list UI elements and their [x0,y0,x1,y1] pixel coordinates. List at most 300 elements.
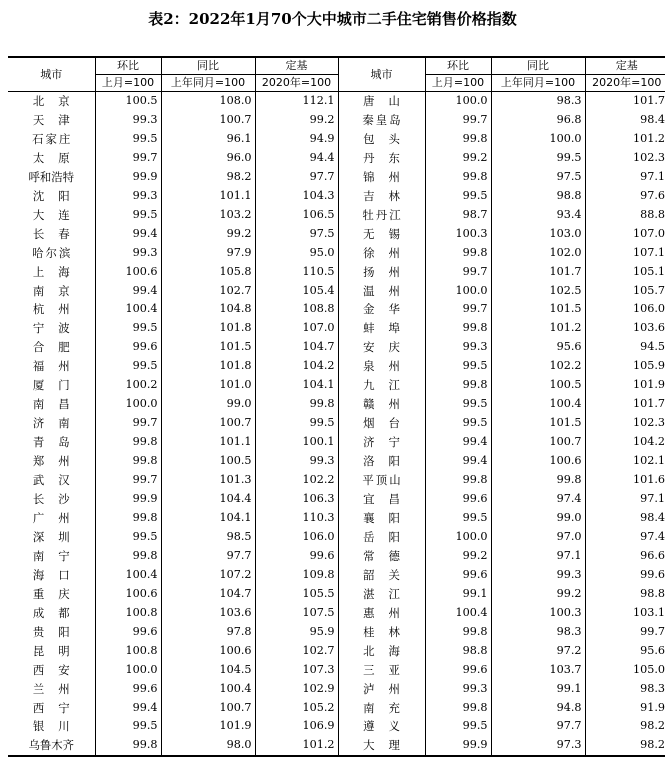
table-row [8,376,665,395]
right-yoy-cell: 99.8 [491,471,585,490]
right-mom-cell: 100.3 [425,225,491,244]
left-yoy-cell: 101.8 [161,357,255,376]
left-mom-cell: 99.3 [95,187,161,206]
left-yoy-cell: 104.8 [161,300,255,319]
right-fixed-cell: 102.1 [632,454,665,468]
left-mom-cell: 100.8 [95,604,161,623]
header-fixed-base-right: 2020年=100 [585,75,665,92]
right-city-cell: 湛江 [338,585,425,604]
right-fixed-cell: 101.7 [632,94,665,107]
right-yoy-cell: 99.3 [491,566,585,585]
left-fixed-cell: 100.1 [255,433,338,452]
header-mom-right: 环比 [425,57,491,75]
left-fixed-cell: 95.0 [255,244,338,263]
table-body [8,92,665,757]
left-mom-cell: 99.8 [95,547,161,566]
header-mom-base-left: 上月=100 [95,75,161,92]
left-fixed-cell: 104.1 [255,376,338,395]
left-yoy-cell: 100.6 [161,642,255,661]
right-fixed-cell: 98.4 [640,510,665,524]
right-fixed-cell: 98.3 [640,681,665,695]
right-city-cell: 锦州 [338,168,425,187]
table-row [8,604,665,623]
right-city-cell: 大理 [338,736,425,756]
right-yoy-cell: 97.5 [491,168,585,187]
table-row [8,736,665,756]
table-row [8,300,665,319]
right-mom-cell: 99.5 [425,395,491,414]
table-row [8,206,665,225]
right-mom-cell: 99.7 [425,300,491,319]
left-city-cell: 长沙 [8,490,95,509]
left-city-cell: 昆明 [8,642,95,661]
left-mom-cell: 100.6 [95,585,161,604]
right-mom-cell: 99.8 [425,376,491,395]
right-yoy-cell: 98.3 [491,92,585,111]
right-fixed-cell: 94.5 [640,340,665,354]
table-row [8,680,665,699]
left-yoy-cell: 98.5 [161,528,255,547]
right-yoy-cell: 102.0 [491,244,585,263]
right-yoy-cell: 99.5 [491,149,585,168]
left-fixed-cell: 99.6 [255,547,338,566]
left-city-cell: 合肥 [8,338,95,357]
left-city-cell: 太原 [8,149,95,168]
table-row [8,111,665,130]
left-mom-cell: 99.7 [95,149,161,168]
left-yoy-cell: 101.1 [161,187,255,206]
table-row [8,225,665,244]
right-yoy-cell: 100.3 [491,604,585,623]
right-yoy-cell: 100.0 [491,130,585,149]
left-fixed-cell: 106.0 [255,528,338,547]
left-yoy-cell: 101.9 [161,717,255,736]
right-fixed-cell: 106.0 [632,302,665,316]
left-city-cell: 兰州 [8,680,95,699]
left-city-cell: 沈阳 [8,187,95,206]
right-yoy-cell: 95.6 [491,338,585,357]
right-yoy-cell: 101.7 [491,263,585,282]
left-fixed-cell: 106.5 [255,206,338,225]
right-mom-cell: 98.7 [425,206,491,225]
left-city-cell: 重庆 [8,585,95,604]
right-yoy-cell: 102.2 [491,357,585,376]
left-yoy-cell: 101.8 [161,319,255,338]
right-mom-cell: 99.3 [425,338,491,357]
right-city-cell: 烟台 [338,414,425,433]
right-city-cell: 金华 [338,300,425,319]
left-mom-cell: 99.8 [95,736,161,756]
left-city-cell: 深圳 [8,528,95,547]
right-mom-cell: 99.7 [425,111,491,130]
table-row [8,395,665,414]
right-mom-cell: 99.8 [425,168,491,187]
right-city-cell: 济宁 [338,433,425,452]
right-mom-cell: 99.7 [425,263,491,282]
left-yoy-cell: 98.2 [161,168,255,187]
right-city-cell: 泉州 [338,357,425,376]
right-fixed-cell: 105.9 [632,359,665,373]
left-fixed-cell: 112.1 [255,92,338,111]
left-fixed-cell: 99.5 [255,414,338,433]
right-mom-cell: 100.4 [425,604,491,623]
left-fixed-cell: 107.3 [255,661,338,680]
left-fixed-cell: 95.9 [255,623,338,642]
left-yoy-cell: 104.5 [161,661,255,680]
right-yoy-cell: 99.1 [491,680,585,699]
right-yoy-cell: 98.3 [491,623,585,642]
left-city-cell: 呼和浩特 [8,168,95,187]
table-row [8,642,665,661]
header-city-left: 城市 [8,57,95,92]
left-city-cell: 贵阳 [8,623,95,642]
left-city-cell: 天津 [8,111,95,130]
right-yoy-cell: 101.5 [491,300,585,319]
left-yoy-cell: 98.0 [161,736,255,756]
left-city-cell: 上海 [8,263,95,282]
left-fixed-cell: 110.5 [255,263,338,282]
right-fixed-cell: 98.8 [640,586,665,600]
table-row [8,490,665,509]
right-fixed-cell: 101.9 [632,378,665,392]
right-city-cell: 南充 [338,699,425,718]
left-yoy-cell: 100.7 [161,699,255,718]
right-mom-cell: 99.2 [425,547,491,566]
right-city-cell: 三亚 [338,661,425,680]
left-city-cell: 银川 [8,717,95,736]
left-city-cell: 厦门 [8,376,95,395]
right-mom-cell: 99.5 [425,187,491,206]
header-mom-base-right: 上月=100 [425,75,491,92]
left-city-cell: 南昌 [8,395,95,414]
right-mom-cell: 99.5 [425,509,491,528]
right-fixed-cell: 103.6 [632,321,665,335]
table-row [8,623,665,642]
left-yoy-cell: 100.7 [161,414,255,433]
right-yoy-cell: 103.7 [491,661,585,680]
right-yoy-cell: 97.1 [491,547,585,566]
right-city-cell: 无锡 [338,225,425,244]
left-city-cell: 宁波 [8,319,95,338]
right-city-cell: 唐山 [338,92,425,111]
left-fixed-cell: 104.7 [255,338,338,357]
right-city-cell: 韶关 [338,566,425,585]
left-yoy-cell: 97.7 [161,547,255,566]
right-yoy-cell: 97.3 [491,736,585,756]
header-city-right: 城市 [338,57,425,92]
right-mom-cell: 99.8 [425,244,491,263]
left-mom-cell: 99.6 [95,623,161,642]
right-mom-cell: 99.8 [425,130,491,149]
right-city-cell: 秦皇岛 [338,111,425,130]
right-yoy-cell: 98.8 [491,187,585,206]
right-yoy-cell: 94.8 [491,699,585,718]
right-city-cell: 吉林 [338,187,425,206]
left-fixed-cell: 110.3 [255,509,338,528]
left-mom-cell: 100.2 [95,376,161,395]
table-row [8,433,665,452]
left-fixed-cell: 106.3 [255,490,338,509]
header-fixed-left: 定基 [255,57,338,75]
left-city-cell: 南宁 [8,547,95,566]
right-fixed-cell: 101.6 [632,473,665,487]
right-city-cell: 蚌埠 [338,319,425,338]
left-yoy-cell: 99.0 [161,395,255,414]
left-fixed-cell: 106.9 [255,717,338,736]
left-yoy-cell: 104.7 [161,585,255,604]
right-mom-cell: 99.9 [425,736,491,756]
right-city-cell: 襄阳 [338,509,425,528]
left-fixed-cell: 97.5 [255,225,338,244]
left-yoy-cell: 107.2 [161,566,255,585]
left-mom-cell: 99.5 [95,528,161,547]
left-fixed-cell: 94.9 [255,130,338,149]
left-mom-cell: 99.5 [95,357,161,376]
right-fixed-cell: 97.6 [640,188,665,202]
left-city-cell: 西宁 [8,699,95,718]
right-city-cell: 岳阳 [338,528,425,547]
right-fixed-cell: 105.1 [632,264,665,278]
right-city-cell: 惠州 [338,604,425,623]
left-yoy-cell: 97.8 [161,623,255,642]
right-mom-cell: 99.5 [425,357,491,376]
left-mom-cell: 99.5 [95,717,161,736]
left-yoy-cell: 101.5 [161,338,255,357]
right-mom-cell: 100.0 [425,282,491,301]
right-yoy-cell: 99.2 [491,585,585,604]
left-city-cell: 武汉 [8,471,95,490]
right-city-cell: 平顶山 [338,471,425,490]
right-fixed-cell: 97.4 [640,529,665,543]
table-row [8,585,665,604]
right-fixed-cell: 102.3 [632,416,665,430]
left-mom-cell: 100.5 [95,92,161,111]
left-fixed-cell: 102.9 [255,680,338,699]
right-city-cell: 丹东 [338,149,425,168]
table-row [8,452,665,471]
right-city-cell: 赣州 [338,395,425,414]
table-row [8,414,665,433]
table-row [8,168,665,187]
right-fixed-cell: 105.0 [632,662,665,676]
right-fixed-cell: 105.7 [632,283,665,297]
left-mom-cell: 99.6 [95,338,161,357]
left-yoy-cell: 99.2 [161,225,255,244]
right-yoy-cell: 100.7 [491,433,585,452]
right-mom-cell: 100.0 [425,528,491,547]
right-yoy-cell: 102.5 [491,282,585,301]
right-fixed-cell: 101.7 [632,397,665,411]
header-fixed-right: 定基 [585,57,665,75]
right-fixed-cell: 107.1 [632,245,665,259]
right-fixed-cell: 102.3 [632,150,665,164]
table-row [8,357,665,376]
left-fixed-cell: 105.4 [255,282,338,301]
right-mom-cell: 99.6 [425,566,491,585]
right-city-cell: 九江 [338,376,425,395]
right-mom-cell: 99.8 [425,471,491,490]
table-row [8,187,665,206]
left-mom-cell: 99.7 [95,414,161,433]
right-mom-cell: 99.2 [425,149,491,168]
left-yoy-cell: 96.1 [161,130,255,149]
header-yoy-left: 同比 [161,57,255,75]
table-row [8,319,665,338]
left-fixed-cell: 102.7 [255,642,338,661]
header-yoy-base-left: 上年同月=100 [161,75,255,92]
left-city-cell: 哈尔滨 [8,244,95,263]
left-mom-cell: 99.4 [95,225,161,244]
left-mom-cell: 100.6 [95,263,161,282]
left-fixed-cell: 109.8 [255,566,338,585]
right-yoy-cell: 97.2 [491,642,585,661]
right-yoy-cell: 99.0 [491,509,585,528]
left-mom-cell: 99.5 [95,206,161,225]
left-city-cell: 大连 [8,206,95,225]
right-fixed-cell: 101.2 [632,131,665,145]
table-row [8,528,665,547]
right-fixed-cell: 95.6 [640,643,665,657]
left-mom-cell: 99.4 [95,282,161,301]
left-mom-cell: 100.0 [95,661,161,680]
right-mom-cell: 99.5 [425,414,491,433]
left-mom-cell: 100.4 [95,300,161,319]
left-mom-cell: 99.6 [95,680,161,699]
right-fixed-cell: 98.2 [640,719,665,733]
header-yoy-right: 同比 [491,57,585,75]
right-fixed-cell: 97.1 [640,492,665,506]
left-fixed-cell: 99.8 [255,395,338,414]
left-yoy-cell: 103.6 [161,604,255,623]
left-city-cell: 郑州 [8,452,95,471]
table-row [8,244,665,263]
right-city-cell: 遵义 [338,717,425,736]
right-yoy-cell: 100.4 [491,395,585,414]
left-city-cell: 海口 [8,566,95,585]
right-city-cell: 洛阳 [338,452,425,471]
left-fixed-cell: 101.2 [255,736,338,756]
table-row [8,547,665,566]
right-yoy-cell: 103.0 [491,225,585,244]
right-mom-cell: 99.6 [425,661,491,680]
right-yoy-cell: 97.0 [491,528,585,547]
left-city-cell: 北京 [8,92,95,111]
right-city-cell: 桂林 [338,623,425,642]
table-row [8,717,665,736]
right-yoy-cell: 97.4 [491,490,585,509]
right-mom-cell: 99.3 [425,680,491,699]
table-row [8,130,665,149]
table-row [8,471,665,490]
right-fixed-cell: 98.4 [640,112,665,126]
left-mom-cell: 99.9 [95,490,161,509]
right-city-cell: 扬州 [338,263,425,282]
right-yoy-cell: 93.4 [491,206,585,225]
right-fixed-cell: 103.1 [632,605,665,619]
header-mom-left: 环比 [95,57,161,75]
left-city-cell: 杭州 [8,300,95,319]
left-mom-cell: 99.8 [95,452,161,471]
table-row [8,699,665,718]
right-city-cell: 徐州 [338,244,425,263]
left-yoy-cell: 100.7 [161,111,255,130]
left-city-cell: 长春 [8,225,95,244]
left-mom-cell: 99.3 [95,244,161,263]
table-row [8,566,665,585]
left-fixed-cell: 97.7 [255,168,338,187]
left-yoy-cell: 100.5 [161,452,255,471]
right-fixed-cell: 104.2 [632,435,665,449]
right-fixed-cell: 99.7 [640,624,665,638]
table-row [8,92,665,111]
left-city-cell: 济南 [8,414,95,433]
left-fixed-cell: 102.2 [255,471,338,490]
left-yoy-cell: 103.2 [161,206,255,225]
right-city-cell: 常德 [338,547,425,566]
left-yoy-cell: 97.9 [161,244,255,263]
left-mom-cell: 99.7 [95,471,161,490]
right-mom-cell: 99.4 [425,452,491,471]
left-mom-cell: 99.5 [95,130,161,149]
right-yoy-cell: 101.5 [491,414,585,433]
right-city-cell: 泸州 [338,680,425,699]
right-city-cell: 温州 [338,282,425,301]
table-row [8,509,665,528]
page-title: 表2：2022年1月70个大中城市二手住宅销售价格指数 [148,10,517,28]
left-yoy-cell: 108.0 [161,92,255,111]
left-fixed-cell: 99.2 [255,111,338,130]
right-mom-cell: 99.8 [425,623,491,642]
left-city-cell: 成都 [8,604,95,623]
left-yoy-cell: 102.7 [161,282,255,301]
left-fixed-cell: 104.2 [255,357,338,376]
left-city-cell: 石家庄 [8,130,95,149]
right-city-cell: 包头 [338,130,425,149]
right-mom-cell: 99.4 [425,433,491,452]
right-yoy-cell: 96.8 [491,111,585,130]
left-mom-cell: 100.8 [95,642,161,661]
table-row [8,338,665,357]
right-city-cell: 安庆 [338,338,425,357]
table-row [8,661,665,680]
right-mom-cell: 99.8 [425,699,491,718]
left-fixed-cell: 107.0 [255,319,338,338]
table-row [8,149,665,168]
left-fixed-cell: 94.4 [255,149,338,168]
right-city-cell: 牡丹江 [338,206,425,225]
left-city-cell: 西安 [8,661,95,680]
left-city-cell: 乌鲁木齐 [8,736,95,756]
left-fixed-cell: 105.2 [255,699,338,718]
left-yoy-cell: 101.1 [161,433,255,452]
left-yoy-cell: 100.4 [161,680,255,699]
header-yoy-base-right: 上年同月=100 [491,75,585,92]
left-mom-cell: 100.0 [95,395,161,414]
right-yoy-cell: 101.2 [491,319,585,338]
left-fixed-cell: 107.5 [255,604,338,623]
right-mom-cell: 98.8 [425,642,491,661]
left-mom-cell: 99.8 [95,433,161,452]
left-yoy-cell: 104.1 [161,509,255,528]
right-fixed-cell: 99.6 [640,567,665,581]
left-mom-cell: 99.4 [95,699,161,718]
right-mom-cell: 99.1 [425,585,491,604]
right-city-cell: 宜昌 [338,490,425,509]
left-mom-cell: 99.5 [95,319,161,338]
left-fixed-cell: 104.3 [255,187,338,206]
left-yoy-cell: 101.3 [161,471,255,490]
left-city-cell: 青岛 [8,433,95,452]
